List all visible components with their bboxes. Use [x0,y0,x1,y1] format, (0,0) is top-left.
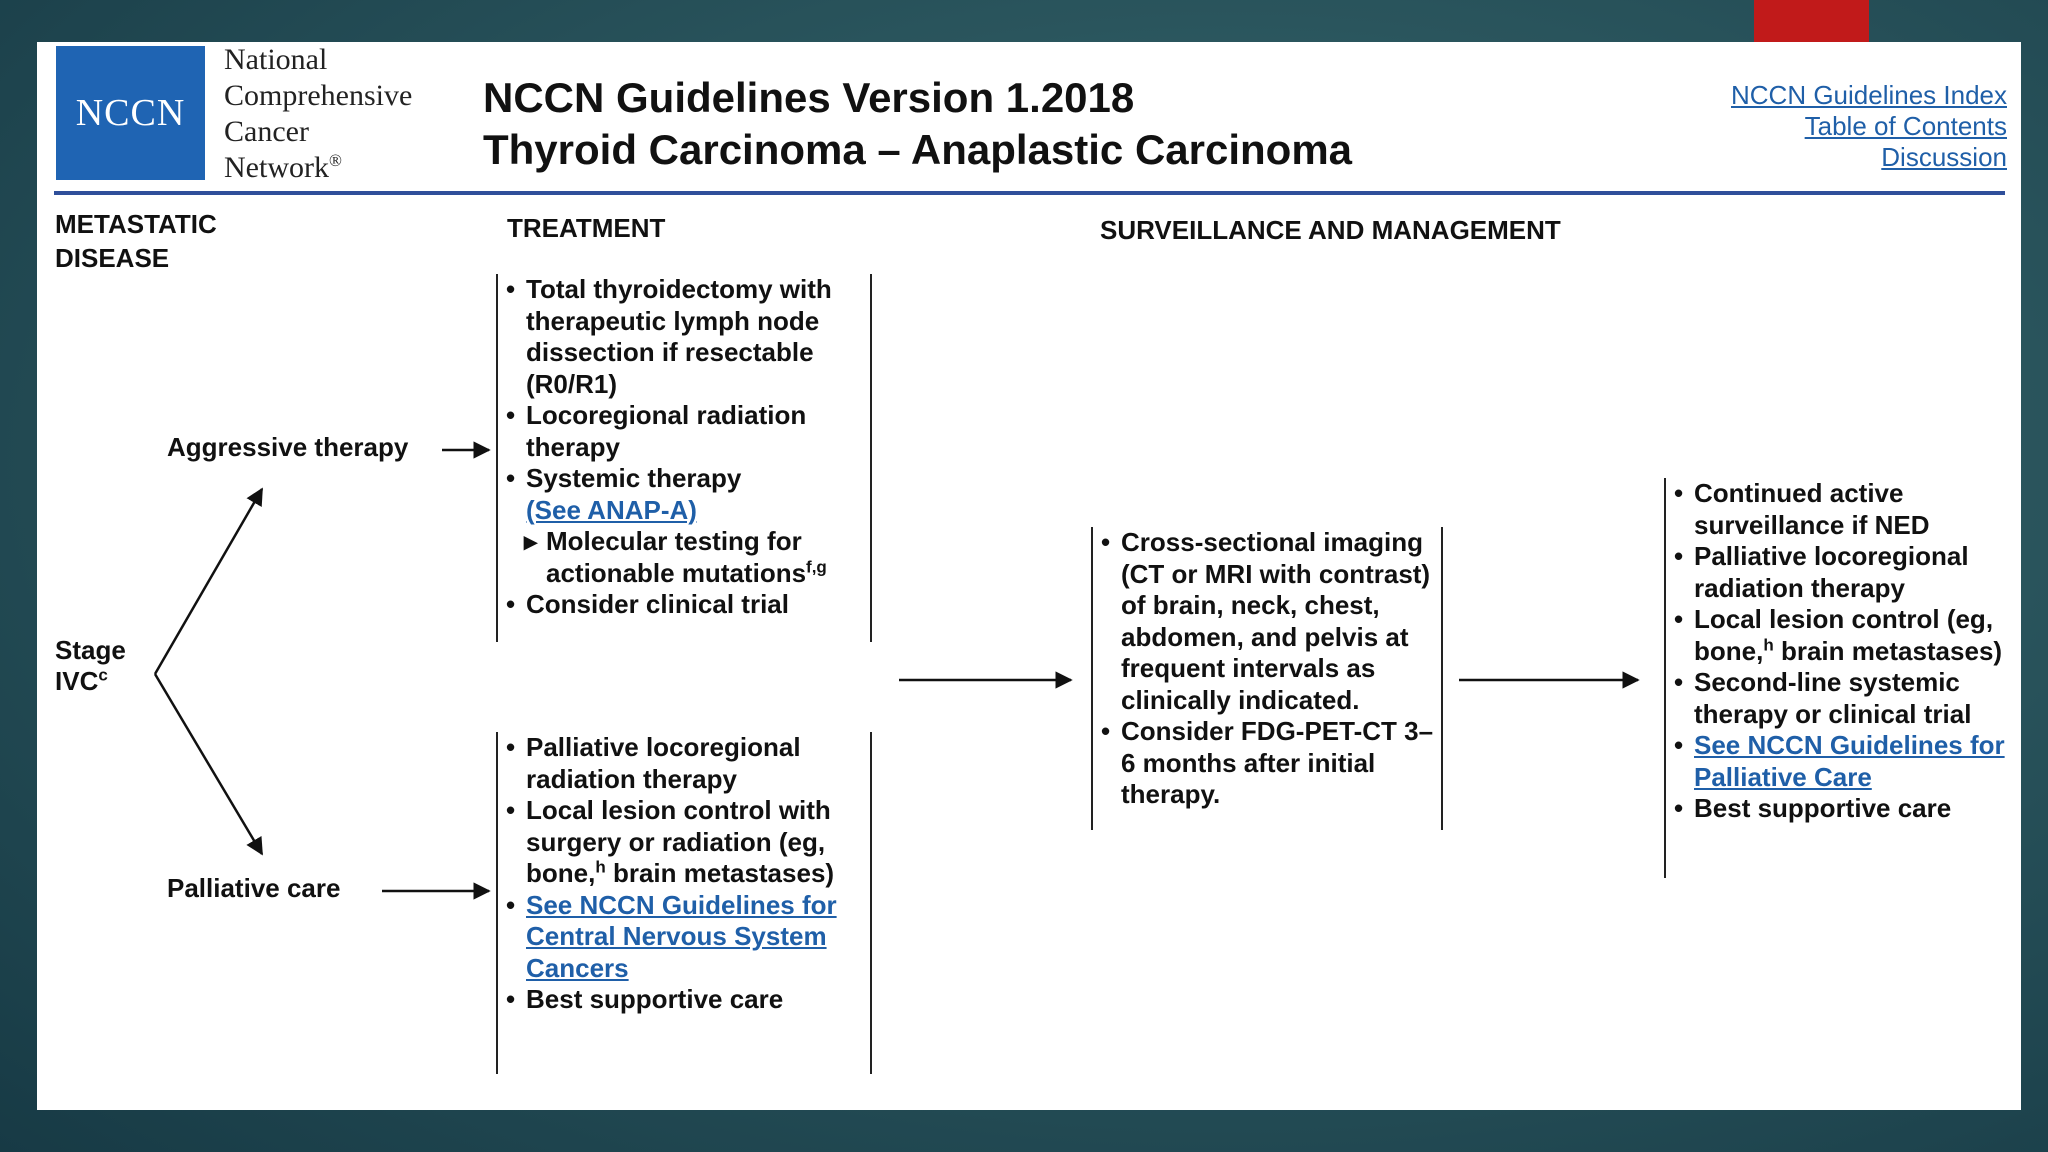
title-line-2: Thyroid Carcinoma – Anaplastic Carcinoma [483,126,1353,173]
palliative-care-guidelines-link[interactable]: See NCCN Guidelines for Palliative Care [1694,730,2005,792]
org-name-line: Comprehensive [224,79,413,112]
footnote-marker: c [98,665,108,685]
see-anap-a-link[interactable]: (See ANAP-A) [526,494,697,525]
bullet-text: Local lesion control with surgery or radiation (eg, bone, [526,795,831,888]
footnote-marker: h [1763,634,1774,654]
bullet-item: • Consider FDG-PET-CT 3–6 months after initial therapy. [1099,716,1441,811]
footnote-marker: f,g [806,556,827,576]
bullet-text: brain metastases) [605,858,835,888]
red-accent-tab [1754,0,1869,42]
bullet-item: • Consider clinical trial [504,589,870,621]
guidelines-index-link[interactable]: NCCN Guidelines Index [1730,80,2007,110]
stage-line: IVC [55,666,99,696]
bullet-item: • Palliative locoregional radiation therapy [504,732,870,795]
bullet-text: Systemic therapy [526,463,742,493]
bullet-item: • Locoregional radiation therapy [504,400,870,463]
bullet-text: Local lesion control (eg, bone, [1694,604,1994,666]
org-name-line: Network [224,151,329,184]
registered-mark: ® [328,151,342,170]
cns-cancers-guidelines-link[interactable]: See NCCN Guidelines for Central Nervous System Cancers [526,889,837,983]
flow-arrows [37,42,2021,1110]
slide [37,42,2021,1110]
footnote-marker: h [595,857,606,877]
bullet-item: • Cross-sectional imaging (CT or MRI with contrast) of brain, neck, chest, abdomen, and pelvis at frequent intervals as clinically indicated. [1099,527,1441,716]
header-line: DISEASE [55,243,170,273]
surveillance-header: SURVEILLANCE AND MANAGEMENT [1100,215,1561,245]
bullet-item: • Palliative locoregional radiation therapy [1672,541,2044,604]
bullet-item: • Best supportive care [504,984,870,1016]
bullet-item: • Continued active surveillance if NED [1672,478,2044,541]
discussion-link[interactable]: Discussion [1881,142,2007,172]
arrow-to-aggressive [155,489,262,674]
stage-line: Stage [55,635,126,665]
bullet-item: • Second-line systemic therapy or clinical trial [1672,667,2044,730]
title-line-1: NCCN Guidelines Version 1.2018 [483,74,1135,121]
bullet-item: • Total thyroidectomy with therapeutic lymph node dissection if resectable (R0/R1) [504,274,870,400]
org-name-line: National [224,43,328,76]
table-of-contents-link[interactable]: Table of Contents [1804,111,2007,141]
arrow-to-palliative [155,674,262,854]
org-name-line: Cancer [224,115,309,148]
bullet-text: brain metastases) [1773,635,2003,666]
header-line: METASTATIC [55,209,217,239]
aggressive-therapy-label: Aggressive therapy [167,432,409,462]
bullet-item: • Best supportive care [1672,793,2044,825]
logo-text: NCCN [75,92,186,134]
bullet-text: Molecular testing for actionable mutations [546,526,807,588]
palliative-care-label: Palliative care [167,873,341,903]
treatment-header: TREATMENT [507,213,666,243]
